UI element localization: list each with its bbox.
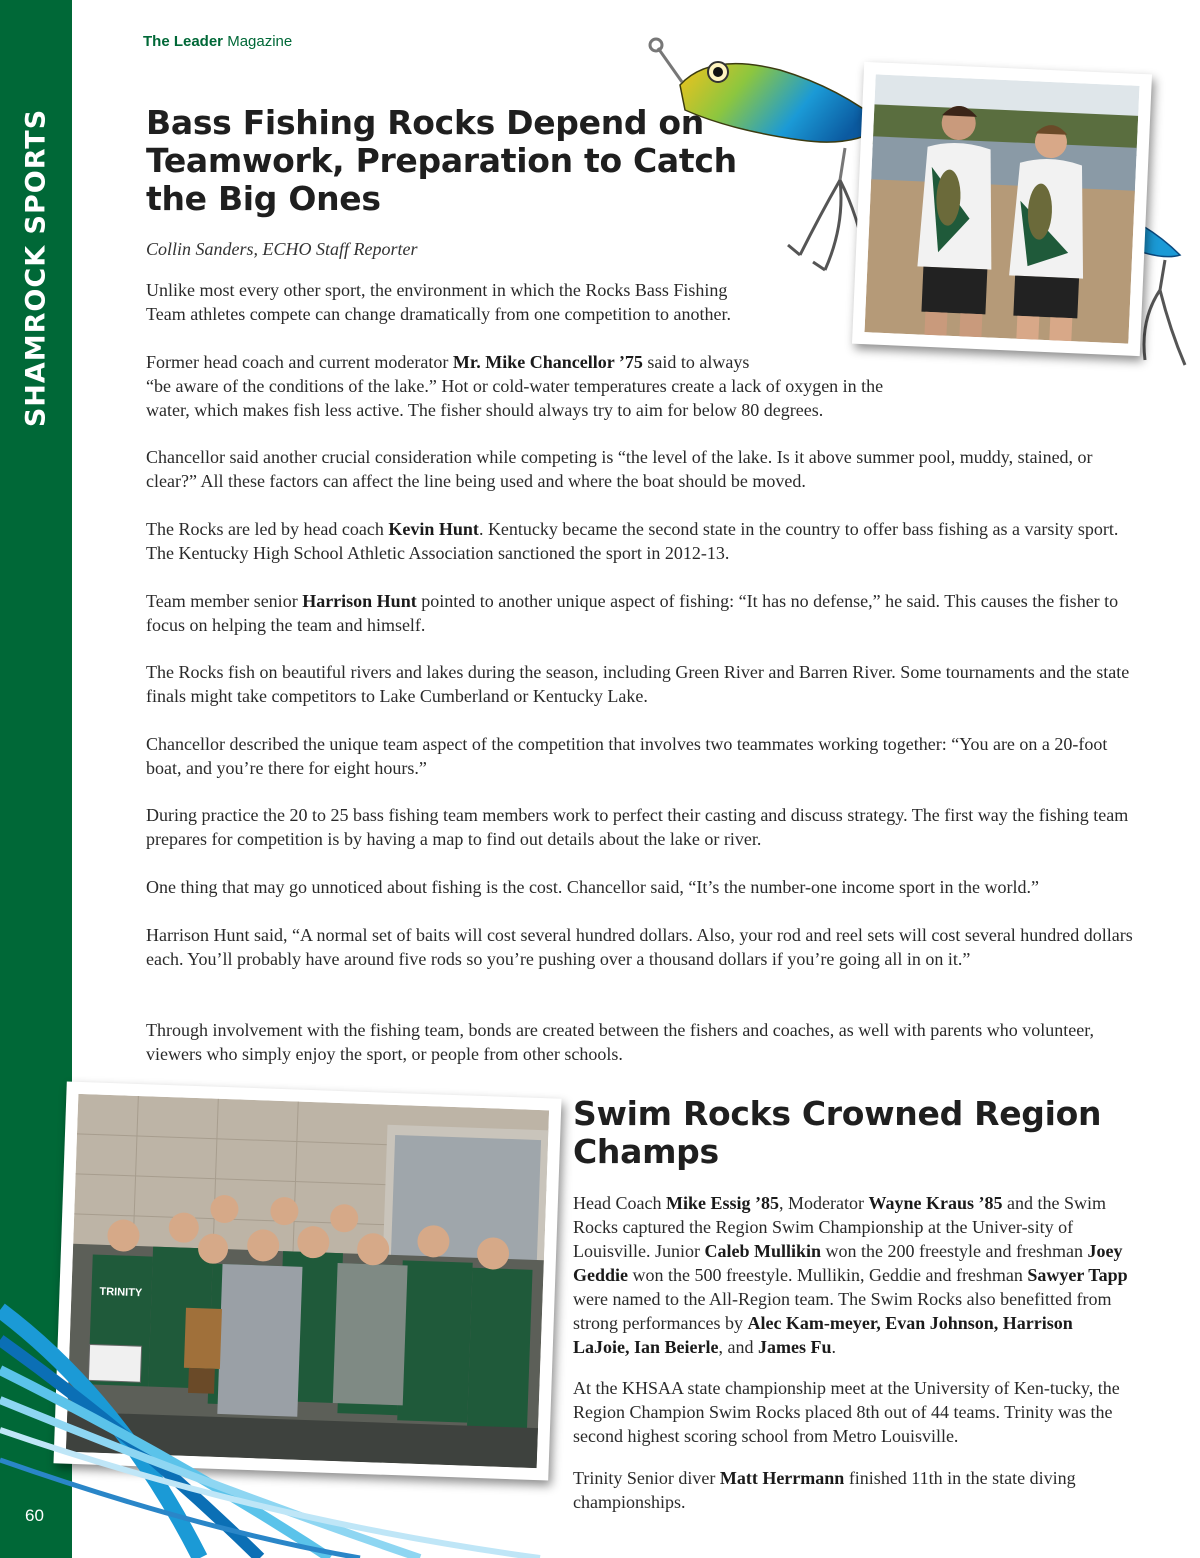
- paragraph-line: “be aware of the conditions of the lake.” Hot or cold-water temperatures create a lack of oxygen in the: [146, 376, 884, 396]
- paragraph-text: Team member senior: [146, 591, 303, 611]
- person-name: Mr. Mike Chancellor ’75: [452, 352, 643, 372]
- byline: Collin Sanders, ECHO Staff Reporter: [146, 239, 418, 259]
- masthead-suffix: Magazine: [223, 33, 293, 50]
- paragraph-text: The Rocks are led by head coach: [146, 519, 389, 539]
- paragraph-text: finished 11th in the state diving championships.: [573, 1468, 1076, 1512]
- person-name: James Fu: [757, 1337, 832, 1357]
- article-paragraph: [146, 517, 1136, 565]
- person-name: Wayne Kraus ’85: [868, 1193, 1003, 1213]
- jersey-text: TRINITY: [99, 1285, 143, 1300]
- masthead: [143, 33, 292, 50]
- article-headline: Bass Fishing Rocks Depend on Teamwork, Preparation to Catch the Big Ones: [146, 103, 737, 218]
- person-name: Caleb Mullikin: [704, 1241, 822, 1261]
- paragraph-text: Trinity Senior diver: [573, 1468, 720, 1488]
- article-paragraph: One thing that may go unnoticed about fishing is the cost. Chancellor said, “It’s the number-one income sport in the world.”: [146, 877, 1039, 897]
- fishing-team-photo: [852, 62, 1152, 356]
- paragraph-text: Former head coach and current moderator: [146, 352, 453, 372]
- swim-paragraph: At the KHSAA state championship meet at the University of Ken-tucky, the Region Champion Swim Rocks placed 8th out of 44 teams. Trinity was the second highest scoring school from Metro Louisville.: [573, 1378, 1120, 1446]
- paragraph-text: were named to the All-Region team. The Swim Rocks also benefitted from strong performances by: [573, 1289, 1112, 1333]
- decorative-water-waves: [0, 1290, 560, 1558]
- paragraph-line: Team athletes compete can change dramatically from one competition to another.: [146, 304, 732, 324]
- paragraph-text: , and: [718, 1337, 758, 1357]
- person-name: Matt Herrmann: [719, 1468, 845, 1488]
- article-paragraph: [146, 278, 826, 326]
- section-title: SHAMROCK SPORTS: [20, 108, 52, 428]
- person-name: Harrison Hunt: [302, 591, 417, 611]
- paragraph-text: said to always: [642, 352, 750, 372]
- masthead-brand: The Leader: [143, 33, 224, 50]
- paragraph-text: won the 500 freestyle. Mullikin, Geddie and freshman: [628, 1265, 1028, 1285]
- article-paragraph: Chancellor described the unique team aspect of the competition that involves two teammates working together: “You are on a 20-foot boat, and you’re there for eight hours.”: [146, 734, 1108, 778]
- article-paragraph: Chancellor said another crucial consideration while competing is “the level of the lake. Is it above summer pool, muddy, stained, or clear?” All these factors can affect the line being used and where the boat should be moved.: [146, 447, 1093, 491]
- page-number: 60: [25, 1506, 44, 1525]
- person-name: Mike Essig ’85: [665, 1193, 779, 1213]
- paragraph-text: pointed to another unique aspect of fishing: “It has no defense,” he said. This causes the fisher to focus on helping the team and himself.: [146, 591, 1119, 635]
- swim-headline: Swim Rocks Crowned Region Champs: [573, 1094, 1102, 1171]
- article-paragraph: [146, 589, 1136, 637]
- paragraph-text: , Moderator: [778, 1193, 869, 1213]
- article-paragraph: [146, 350, 1136, 422]
- paragraph-line: Unlike most every other sport, the environment in which the Rocks Bass Fishing: [146, 280, 728, 300]
- swim-paragraph: [573, 1191, 1133, 1359]
- paragraph-text: . Kentucky became the second state in the country to offer bass fishing as a varsity sport. The Kentucky High School Athletic Association sanctioned the sport in 2012-13.: [146, 519, 1119, 563]
- person-name: Sawyer Tapp: [1027, 1265, 1128, 1285]
- swim-paragraph: [573, 1466, 1133, 1514]
- paragraph-text: Head Coach: [573, 1193, 666, 1213]
- paragraph-text: won the 200 freestyle and freshman: [821, 1241, 1088, 1261]
- person-name: Alec Kam-meyer, Evan Johnson, Harrison LaJoie, Ian Beierle: [573, 1313, 1073, 1357]
- article-paragraph: The Rocks fish on beautiful rivers and lakes during the season, including Green River and Barren River. Some tournaments and the state finals might take competitors to Lake Cumberland or Kentucky Lake.: [146, 662, 1130, 706]
- article-paragraph: Harrison Hunt said, “A normal set of baits will cost several hundred dollars. Also, your rod and reel sets will cost several hundred dollars each. You’ll probably have around five rods so you’re pushing over a thousand dollars if you’re going all in on it.”: [146, 925, 1133, 969]
- person-name: Joey Geddie: [573, 1241, 1123, 1285]
- article-paragraph: Through involvement with the fishing team, bonds are created between the fishers and coaches, as well with parents who volunteer, viewers who simply enjoy the sport, or people from other schools.: [146, 1020, 1094, 1064]
- paragraph-text: .: [831, 1337, 836, 1357]
- person-name: Kevin Hunt: [388, 519, 479, 539]
- article-paragraph: During practice the 20 to 25 bass fishing team members work to perfect their casting and discuss strategy. The first way the fishing team prepares for competition is by having a map to find out details about the lake or river.: [146, 805, 1129, 849]
- paragraph-text: and the Swim Rocks captured the Region Swim Championship at the Univer-sity of Louisville. Junior: [573, 1193, 1106, 1261]
- paragraph-line: water, which makes fish less active. The fisher should always try to aim for below 80 degrees.: [146, 400, 824, 420]
